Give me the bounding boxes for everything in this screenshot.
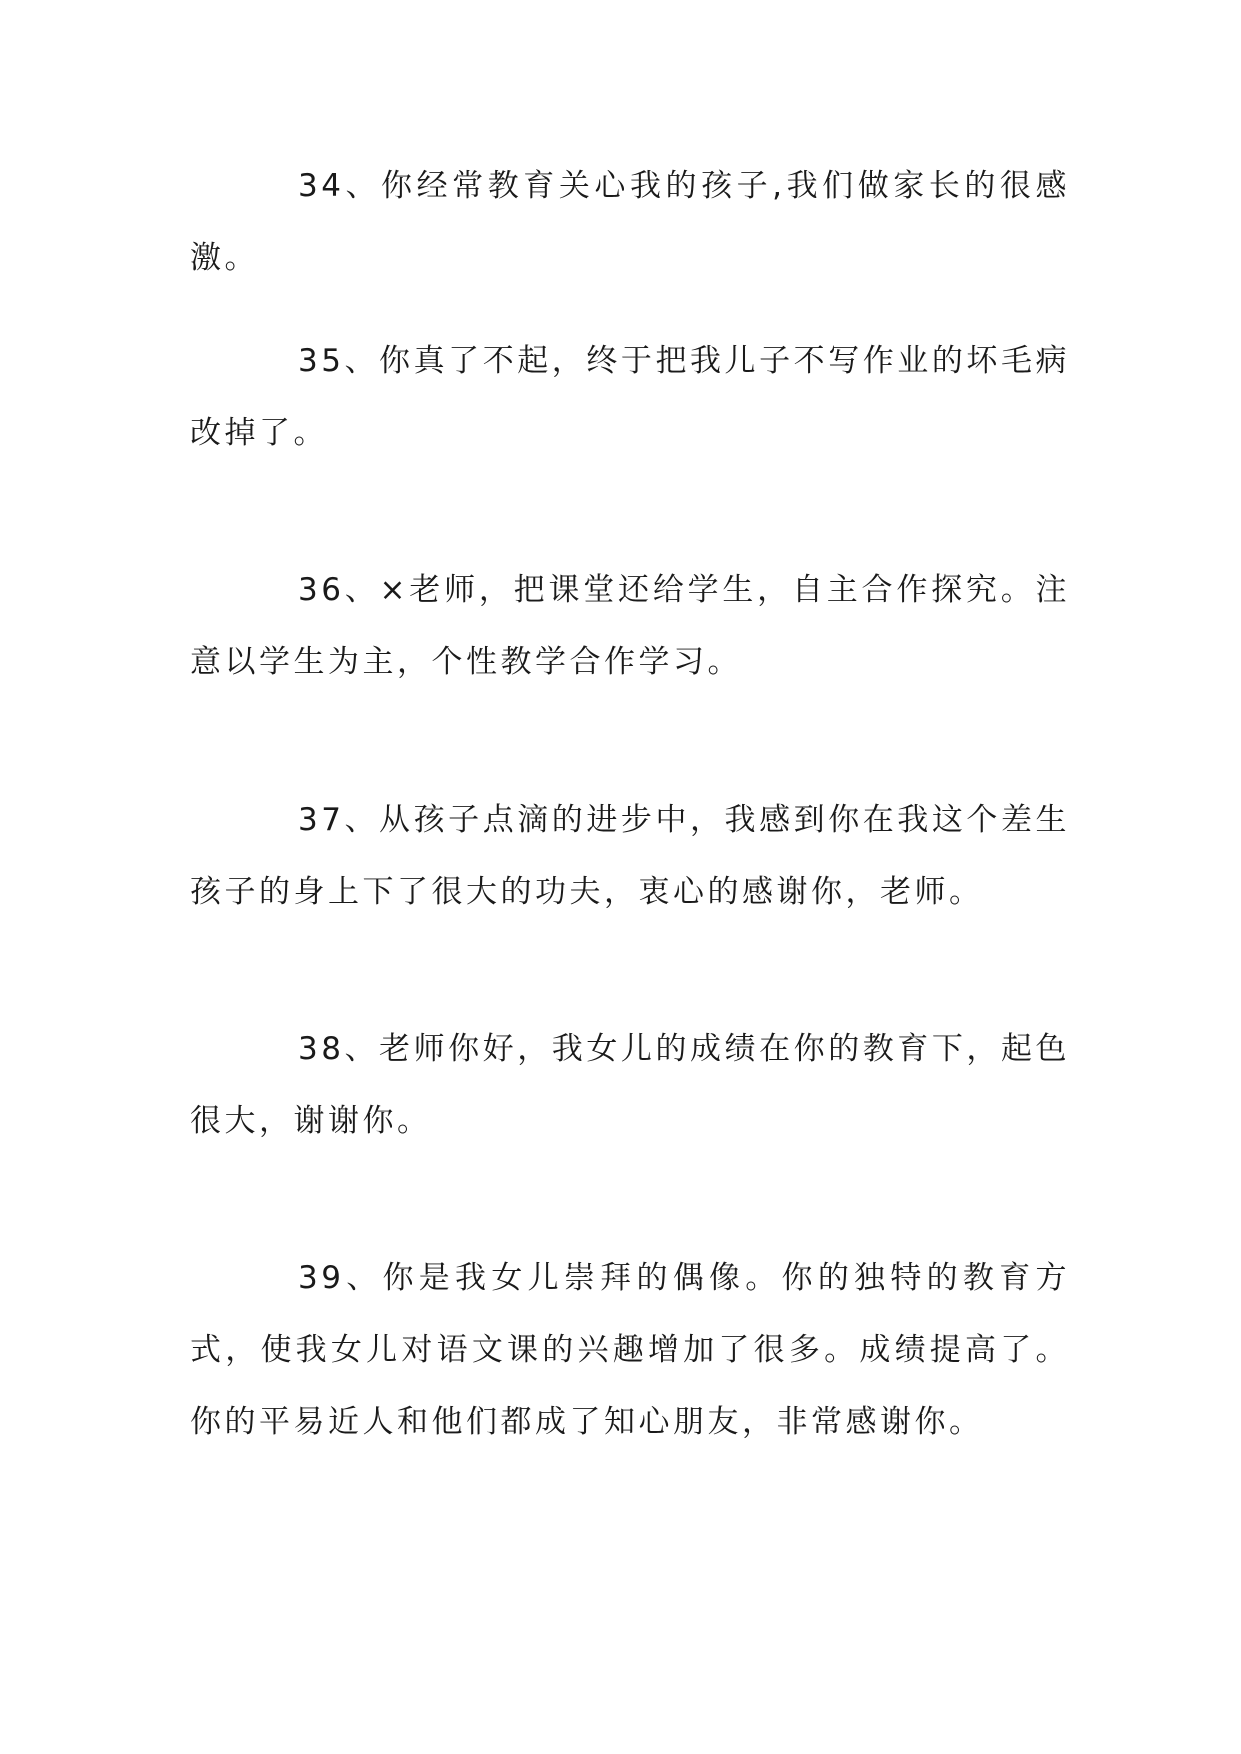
paragraph-37: 37、从孩子点滴的进步中，我感到你在我这个差生孩子的身上下了很大的功夫，衷心的感谢你，老师。 bbox=[190, 802, 1070, 910]
paragraph-36: 36、×老师，把课堂还给学生，自主合作探究。注意以学生为主，个性教学合作学习。 bbox=[190, 572, 1070, 680]
paragraph-39: 39、你是我女儿崇拜的偶像。你的独特的教育方式，使我女儿对语文课的兴趣增加了很多。成绩提高了。你的平易近人和他们都成了知心朋友，非常感谢你。 bbox=[190, 1260, 1070, 1440]
paragraph-38: 38、老师你好，我女儿的成绩在你的教育下，起色很大，谢谢你。 bbox=[190, 1031, 1070, 1139]
paragraph-34: 34、你经常教育关心我的孩子,我们做家长的很感激。 bbox=[190, 168, 1070, 276]
paragraph-35: 35、你真了不起，终于把我儿子不写作业的坏毛病改掉了。 bbox=[190, 343, 1070, 451]
